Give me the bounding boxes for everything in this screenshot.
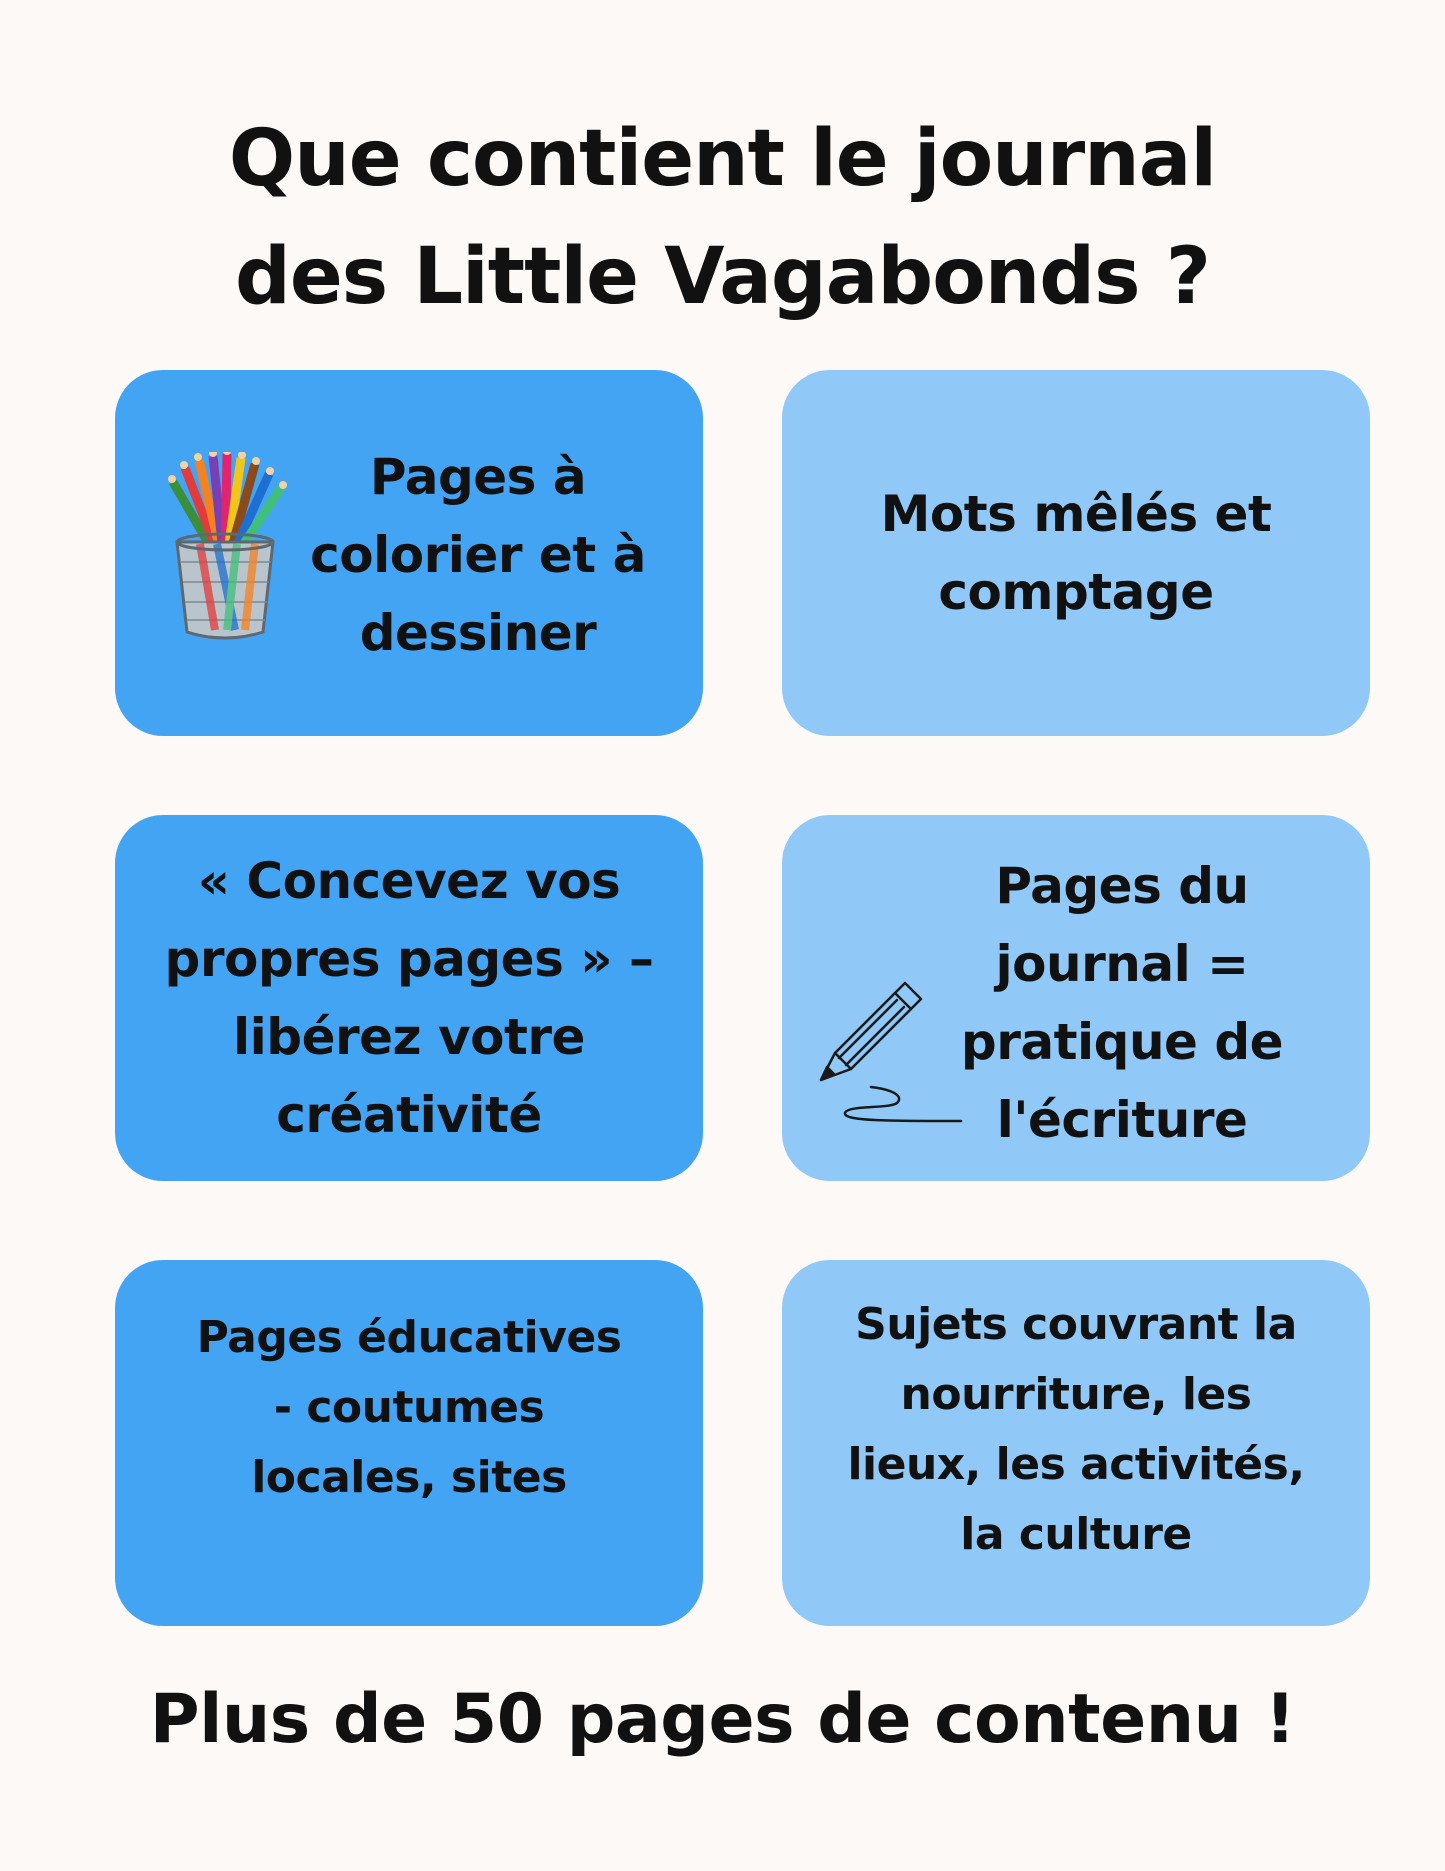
card-word-search-text	[881, 475, 1272, 631]
card-topics-text	[782, 1290, 1370, 1570]
card-word-search	[782, 370, 1370, 736]
card-line: propres pages » –	[164, 930, 654, 988]
card-educational-pages	[115, 1260, 703, 1626]
card-line: nourriture, les	[900, 1369, 1252, 1420]
card-line: Pages éducatives	[196, 1312, 622, 1363]
card-line: dessiner	[359, 604, 597, 662]
card-line: créativité	[276, 1086, 542, 1144]
card-line: lieux, les activités,	[847, 1439, 1305, 1490]
card-line: Sujets couvrant la	[855, 1299, 1297, 1350]
page-title-line-1: Que contient le journal	[228, 114, 1217, 204]
card-design-pages-text	[165, 842, 654, 1154]
card-line: « Concevez vos	[197, 852, 621, 910]
footer-tagline: Plus de 50 pages de contenu !	[149, 1680, 1296, 1759]
card-coloring-pages-text	[283, 438, 673, 672]
card-line: - coutumes	[273, 1382, 545, 1433]
page-title	[0, 100, 1445, 336]
card-topics	[782, 1260, 1370, 1626]
card-line: Pages du	[995, 857, 1249, 915]
card-coloring-pages	[115, 370, 703, 736]
card-educational-pages-text	[115, 1303, 703, 1513]
card-line: comptage	[938, 563, 1214, 621]
card-line: Mots mêlés et	[880, 485, 1272, 543]
card-line: l'écriture	[996, 1091, 1248, 1149]
card-line: Pages à	[369, 448, 587, 506]
page-title-line-2: des Little Vagabonds ?	[235, 232, 1210, 322]
card-design-pages	[115, 815, 703, 1181]
card-line: pratique de	[960, 1013, 1284, 1071]
card-line: journal =	[995, 935, 1249, 993]
card-line: libérez votre	[233, 1008, 585, 1066]
colored-pencils-icon	[155, 452, 295, 652]
card-line: la culture	[960, 1509, 1192, 1560]
card-line: colorier et à	[310, 526, 646, 584]
card-journal-pages-text	[912, 847, 1332, 1159]
card-line: locales, sites	[251, 1452, 567, 1503]
card-journal-pages	[782, 815, 1370, 1181]
